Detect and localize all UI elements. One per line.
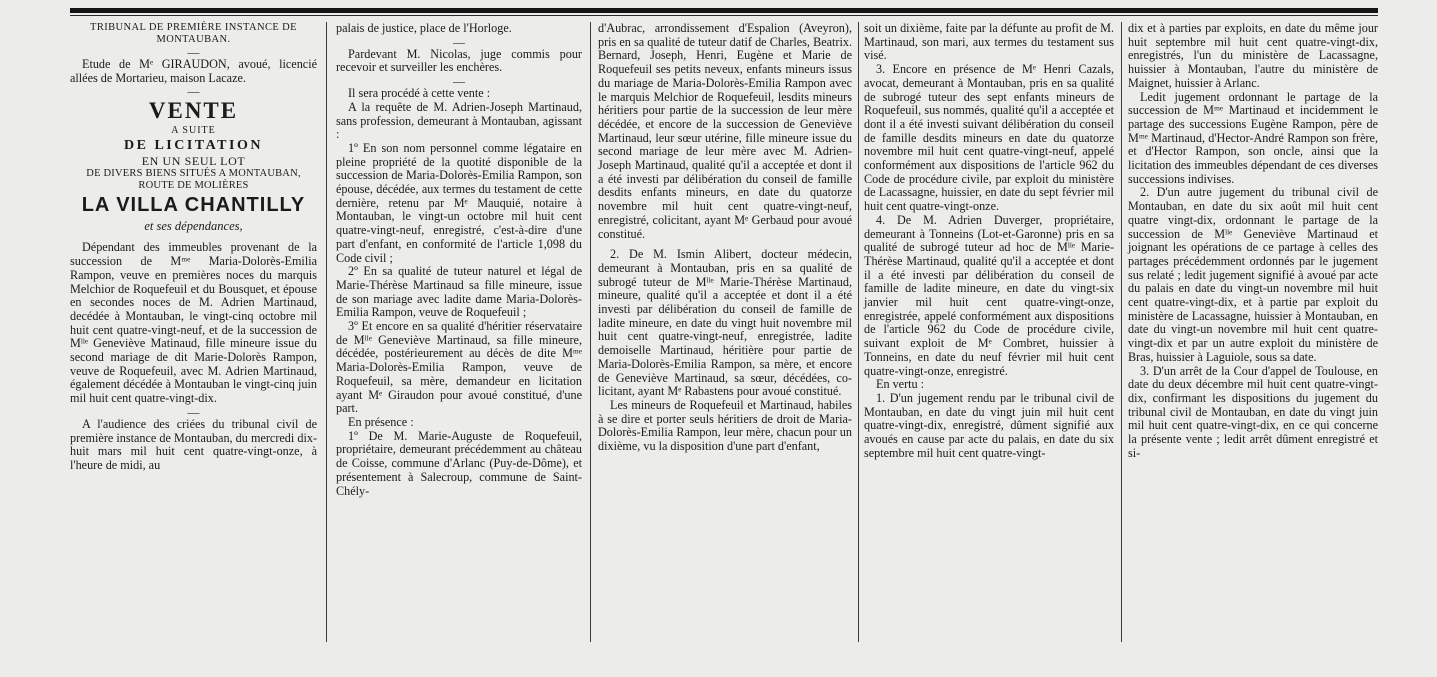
paragraph: soit un dixième, faite par la défunte au profit de M. Martinaud, son mari, aux termes du testament sus visé. — [864, 21, 1114, 63]
paragraph: palais de justice, place de l'Horloge. — [336, 21, 512, 35]
paragraph: Les mineurs de Roquefeuil et Martinaud, habiles à se dire et porter seuls héritiers de droit de Maria-Dolorès-Emilia Rampon, leur mère, chacun pour un dixième, vu la disposition d'une part d'enfant, — [598, 397, 852, 454]
a-suite-line: A SUITE — [171, 125, 216, 137]
paragraph: 2. D'un autre jugement du tribunal civil de Montauban, en date du six août mil huit cent quatre vingt-dix, ordonnant le partage de la succession de Mˡˡᵉ Geneviève Martinaud et joignant les opérations de ce partage à celles des partages précédemment ordonnés par le jugement sus relaté ; ledit jugement signifié à avoué par acte du palais en date du vingt-un novembre mil huit cent quatre-vingt-dix, et à partie par exploit du ministère de Lacassagne, huissier à Montauban, en date du vingt-un novembre mil huit cent quatre-vingt-dix et par un autre exploit du ministère de Bras, huissier à Laguiole, sous sa date. — [1128, 185, 1378, 364]
paragraph: 3. D'un arrêt de la Cour d'appel de Toulouse, en date du deux décembre mil huit cent quatre-vingt-dix, confirmant les dispositions du jugement du tribunal civil de Montauban, en date du vingt juin mil huit cent quatre-vingt-dix, en ce qui concerne la présente vente ; ledit arrêt dûment enregistré et si- — [1128, 363, 1378, 460]
paragraph: 3º Et encore en sa qualité d'héritier réservataire de Mˡˡᵉ Geneviève Martinaud, sa fille mineure, décédée, postérieurement au décès de dite Mᵐᵉ Maria-Dolorès-Emilia Rampon, veuve de Roquefeuil, sa mère, demandeur en licitation ayant Mᵉ Giraudon pour avoué constitué, d'une part. — [336, 319, 582, 416]
villa-title: LA VILLA CHANTILLY — [81, 194, 306, 217]
paragraph: 3. Encore en présence de Mᵉ Henri Cazals, avocat, demeurant à Montauban, pris en sa qualité de subrogé tuteur des sept enfants mineurs de Roquefeuil, sus nommés, qualité qu'il a acceptée et dont il a été investi suivant délibération du conseil de famille desdits mineurs en date du quatorze novembre mil huit cent quatre-vingt-neuf, appelé conformément aux dispositions de l'article 962 du Code de procédure civile, par exploit du ministère de Lacassagne, huissier, en date du sept février mil huit cent quatre-vingt-onze. — [864, 62, 1114, 214]
separator-dash: — — [453, 74, 465, 89]
column-4 — [864, 22, 1114, 461]
paragraph: Dépendant des immeubles provenant de la succession de Mᵐᵉ Maria-Dolorès-Emilia Rampon, veuve en premières noces du marquis Melchior de Roquefeuil et du Bousquet, et épouse en secondes noces de M. Adrien Martinaud, decédée à Montauban, le vingt-cinq octobre mil huit cent quatre-vingt-neuf, et de la succession de Mˡˡᵉ Geneviève Matinaud, fille mineure issue du second mariage de dit Marie-Dolorès Rampon, veuve de Roquefeuil, avec M. Adrien Martinaud, également décédée à Montauban le vingt-cinq juin mil huit cent quatre-vingt-dix. — [70, 240, 317, 406]
seul-lot-line: EN UN SEUL LOT — [141, 154, 246, 169]
paragraph: 1. D'un jugement rendu par le tribunal civil de Montauban, en date du vingt juin mil huit cent quatre-vingt-dix, enregistré, dûment signifié aux avoués en cause par acte du palais, en date du six septembre mil huit cent quatre-vingt- — [864, 390, 1114, 460]
paragraph: A la requête de M. Adrien-Joseph Martinaud, sans profession, demeurant à Montauban, agissant : — [336, 99, 582, 142]
licitation-line: DE LICITATION — [124, 138, 263, 154]
page-bottom-margin — [0, 645, 1437, 677]
paragraph: 2. De M. Ismin Alibert, docteur médecin, demeurant à Montauban, pris en sa qualité de subrogé tuteur de Mˡˡᵉ Marie-Thérèse Martinaud, mineure, qualité qu'il a acceptée et dont il a été investi par délibération du conseil de famille de ladite mineure, en date du vingt huit novembre mil huit cent quatre-vingt-neuf, enregistrée, ladite demoiselle Martinaud, héritière pour partie de Maria-Dolorès-Emilia Rampon, sa mère, et encore de Geneviève Martinaud, sa sœur, décédées, co-licitant, ayant Mᵉ Rabastens pour avoué constitué. — [598, 247, 852, 399]
separator-dash: — — [453, 34, 465, 49]
column-rule — [590, 22, 591, 642]
separator-dash: — — [187, 84, 200, 99]
paragraph: 1º En son nom personnel comme légataire en pleine propriété de la quotité disponible de la succession de Maria-Dolorès-Emilia Rampon, son épouse, décédée, aux termes du testament de cette dernière, retenu par Mᵉ Mauquié, notaire à Montauban, le vingt-un octobre mil huit cent quatre-vingt-neuf, enregistré, c'est-à-dire d'une part d'enfant, en conformité de l'article 1,098 du Code civil ; — [336, 140, 582, 265]
dependances-line: et ses dépendances, — [144, 219, 243, 234]
paragraph: d'Aubrac, arrondissement d'Espalion (Aveyron), pris en sa qualité de tuteur datif de Charles, Beatrix. Bernard, Joseph, Henri, Eugène et Marie de Roquefeuil ses petits neveux, enfants mineurs issus du mariage de Maria-Dolorès-Emilia Rampon avec le marquis Melchior de Roquefeuil, lesdits mineurs héritiers pour partie de la succession de leur mère décédée, et encore de la succession de Geneviève Martinaud, leur sœur utérine, fille mineure issue du second mariage de leur mère avec M. Adrien-Joseph Martinaud, qualité qu'il a acceptée et dont il a été investi par délibération du conseil de famille desdits enfants mineurs, en date du quatorze novembre mil huit cent quatre-vingt-neuf, enregistré, colicitant, ayant Mᵉ Gerbaud pour avoué constitué. — [598, 21, 852, 241]
vente-title: VENTE — [148, 98, 239, 124]
column-5 — [1128, 22, 1378, 461]
paragraph: A l'audience des criées du tribunal civil de première instance de Montauban, du mercredi dix-huit mars mil huit cent quatre-vingt-onze, à l'heure de midi, au — [70, 416, 317, 472]
paragraph: En présence : — [348, 414, 414, 429]
header-rule-thick — [70, 8, 1378, 13]
paragraph: 4. De M. Adrien Duverger, propriétaire, demeurant à Tonneins (Lot-et-Garonne) pris en sa qualité de subrogé tuteur ad hoc de Mˡˡᵉ Marie-Thérèse Martinaud, qualité qu'il a acceptée et dont il a été investi par délibération du conseil de famille de ladite mineure, en date du vingt-six janvier mil huit cent quatre-vingt-onze, enregistrée, appelé conformément aux dispositions de l'article 962 du Code de procédure civile, suivant exploit de Mᵉ Combret, huissier à Tonneins, en date du neuf février mil huit cent quatre-vingt-onze, enregistré. — [864, 212, 1114, 378]
column-1 — [70, 22, 317, 473]
paragraph: Ledit jugement ordonnant le partage de la succession de Mᵐᵉ Martinaud et incidemment le partage des successions Eugène Rampon, père de Mᵐᵉ Martinaud, d'Hector-André Rampon son frère, et d'Hector Rampon, son oncle, ainsi que la licitation des immeubles dépendant de ces diverses successions indivises. — [1128, 89, 1378, 186]
paragraph: dix et à parties par exploits, en date du même jour huit septembre mil huit cent quatre-vingt-dix, enregistrés, l'un du ministère de Lacassagne, huissier à Montauban, l'autre du ministère de Maignet, huissier à Arlanc. — [1128, 21, 1378, 90]
column-rule — [326, 22, 327, 642]
paragraph: 2º En sa qualité de tuteur naturel et légal de Marie-Thérèse Martinaud sa fille mineure, issue de son mariage avec ladite dame Maria-Dolorès-Emilia Rampon, veuve de Roquefeuil ; — [336, 264, 582, 320]
column-rule — [858, 22, 859, 642]
paragraph: 1º De M. Marie-Auguste de Roquefeuil, propriétaire, demeurant précédemment au château de Coisse, commune d'Arlanc (Puy-de-Dôme), et présentement à Salecroup, commune de Saint-Chély- — [336, 428, 582, 498]
biens-line: DE DIVERS BIENS SITUÉS A MONTAUBAN, ROUTE DE MOLIÈRES — [86, 168, 301, 192]
etude-line: Etude de Mᵉ GIRAUDON, avoué, licencié allées de Mortarieu, maison Lacaze. — [70, 57, 317, 85]
column-2 — [336, 22, 582, 498]
separator-dash: — — [187, 404, 200, 419]
paragraph: Il sera procédé à cette vente : — [348, 86, 491, 101]
header-rule-thin — [70, 15, 1378, 16]
paragraph: Pardevant M. Nicolas, juge commis pour recevoir et surveiller les enchères. — [336, 46, 582, 75]
column-rule — [1121, 22, 1122, 642]
separator-dash: — — [187, 45, 200, 59]
column-3 — [598, 22, 852, 454]
paragraph: En vertu : — [876, 377, 925, 392]
court-header: TRIBUNAL DE PREMIÈRE INSTANCE DE MONTAUBAN. — [90, 22, 297, 45]
